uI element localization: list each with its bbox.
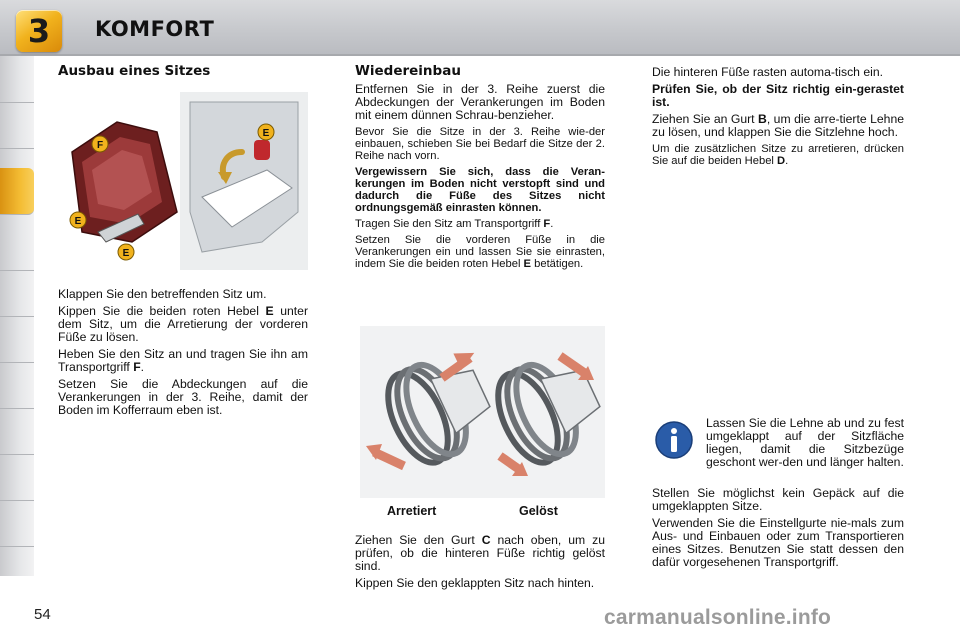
label-f: F xyxy=(96,140,104,151)
info-extra xyxy=(652,487,904,573)
reinstall-p4: Tragen Sie den Sitz am Transportgriff F. xyxy=(355,218,554,230)
label-e-1: E xyxy=(74,216,82,227)
chapter-tab-5[interactable] xyxy=(0,270,34,317)
chapter-tab-3-active[interactable] xyxy=(0,168,34,215)
reinstall-p2: Bevor Sie die Sitze in der 3. Reihe wie-der einbauen, schieben Sie bei Bedarf die Sitze der 2. Reihe nach vorn. xyxy=(355,126,605,162)
right-p1: Die hinteren Füße rasten automa-tisch ein. xyxy=(652,65,883,79)
chapter-tab-10[interactable] xyxy=(0,500,34,547)
section-heading-reinstall: Wiedereinbau xyxy=(355,63,461,79)
info-note xyxy=(706,417,904,473)
page-number: 54 xyxy=(34,606,51,623)
step-tilt: Kippen Sie die beiden roten Hebel E unter dem Sitz, um die Arretierung der vorderen Füße zu lösen. xyxy=(58,304,308,344)
section-heading-removal: Ausbau eines Sitzes xyxy=(58,63,211,79)
caption-locked: Arretiert xyxy=(387,504,437,518)
chapter-tab-9[interactable] xyxy=(0,454,34,501)
step-fold: Klappen Sie den betreffenden Sitz um. xyxy=(58,287,267,301)
chapter-tab-4[interactable] xyxy=(0,224,34,271)
page-title: KOMFORT xyxy=(95,17,215,41)
label-e-2: E xyxy=(122,248,130,259)
reinstall-instructions-2 xyxy=(355,534,605,594)
right-p3: Ziehen Sie an Gurt B, um die arre-tierte Lehne zu lösen, und klappen Sie die Sitzlehne hoch. xyxy=(652,112,904,139)
chapter-tab-8[interactable] xyxy=(0,408,34,455)
chapter-tab-2[interactable] xyxy=(0,102,34,149)
step-lift: Heben Sie den Sitz an und tragen Sie ihn am Transportgriff F. xyxy=(58,347,308,374)
header-divider xyxy=(0,54,960,56)
info-icon xyxy=(654,420,694,460)
reinstall-p6: Ziehen Sie den Gurt C nach oben, um zu prüfen, ob die hinteren Füße richtig gelöst sind. xyxy=(355,533,605,573)
chapter-badge: 3 xyxy=(16,10,62,52)
chapter-tab-1[interactable] xyxy=(0,56,34,103)
right-p4: Um die zusätzlichen Sitze zu arretieren, drücken Sie auf die beiden Hebel D. xyxy=(652,143,904,167)
seat-removal-illustration xyxy=(62,92,308,270)
step-cover: Setzen Sie die Abdeckungen auf die Verankerungen in der 3. Reihe, damit der Boden im Kofferraum eben ist. xyxy=(58,377,308,417)
chapter-tab-7[interactable] xyxy=(0,362,34,409)
anchor-illustration xyxy=(360,326,605,498)
watermark: carmanualsonline.info xyxy=(604,606,832,629)
caption-released: Gelöst xyxy=(519,504,558,518)
label-e-3: E xyxy=(262,128,270,139)
reinstall-p7: Kippen Sie den geklappten Sitz nach hinten. xyxy=(355,576,595,590)
reinstall-p1: Entfernen Sie in der 3. Reihe zuerst die Abdeckungen der Verankerungen im Boden mit einem dünnen Schrau-benzieher. xyxy=(355,82,605,122)
info-text: Lassen Sie die Lehne ab und zu fest umgeklappt auf der Sitzfläche liegen, damit die Sitzbezüge geschont wer-den und länger halten. xyxy=(706,416,904,469)
right-check-heading: Prüfen Sie, ob der Sitz richtig ein-gerastet ist. xyxy=(652,82,904,109)
chapter-tab-column xyxy=(0,56,34,576)
reinstall-p5: Setzen Sie die vorderen Füße in die Verankerungen ein und lassen Sie sie einrasten, indem Sie die beiden roten Hebel E betätigen. xyxy=(355,234,605,270)
reinstall-instructions xyxy=(355,83,605,274)
reinstall-warning: Vergewissern Sie sich, dass die Veran-kerungen im Boden nicht verstopft sind und dadurch die Füße des Sitzes nicht ordnungsgemäß einrasten können. xyxy=(355,166,605,214)
right-instructions xyxy=(652,66,904,171)
info-p3: Verwenden Sie die Einstellgurte nie-mals zum Aus- und Einbauen oder zum Transportieren eines Sitzes. Benutzen Sie statt dessen den dafür vorgesehenen Transportgriff. xyxy=(652,516,904,569)
info-p2: Stellen Sie möglichst kein Gepäck auf die umgeklappten Sitze. xyxy=(652,486,904,513)
chapter-tab-6[interactable] xyxy=(0,316,34,363)
removal-instructions xyxy=(58,288,308,421)
